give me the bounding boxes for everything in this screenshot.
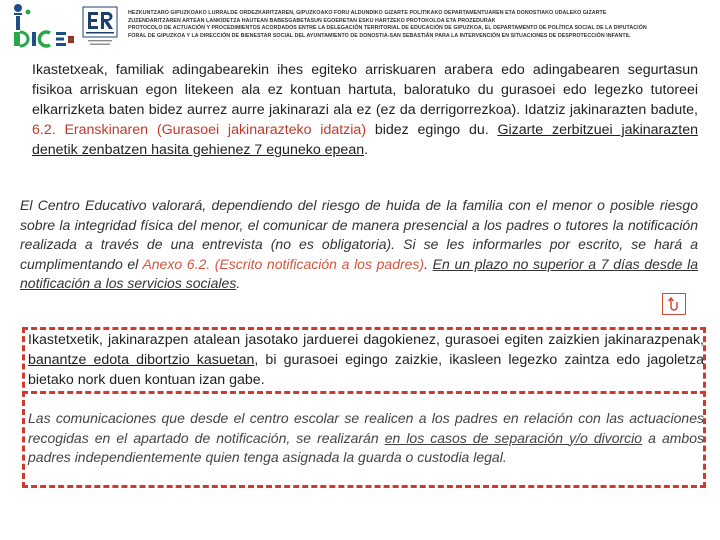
- paragraph-text: .: [364, 142, 369, 158]
- paragraph-text: , bi gurasoei egingo zaizkie, ikasleen legezko zaintza edo jagoletza bietako nork duen kontuan izan gabe.: [28, 352, 704, 388]
- paragraph-text: Ikastetxetik, jakinarazpen atalean jasotako jarduerei dagokienez, gurasoei egiten zaizkien jakinarazpenak,: [28, 332, 704, 348]
- deadline-underlined-text: En un plazo no superior a 7 días desde la notificación a los servicios sociales: [20, 255, 699, 291]
- deadline-underlined-text: Gizarte zerbitzuei jakinarazten denetik zenbatzen hasita gehienez 7 eguneko epean: [32, 122, 698, 158]
- header-line: ZUZENDARITZAREN ARTEAN LANKIDETZA HAUTEAN BABESGABETASUN EGOERETAN ESKU HARTZEKO PROTOKOLOA ETA PROZEDURAK: [128, 17, 496, 24]
- header-line: FORAL DE GIPUZKOA Y LA DIRECCIÓN DE BIENESTAR SOCIAL DEL AYUNTAMIENTO DE DONOSTIA-SAN SEBASTIÁN PARA LA INTERVENCIÓN EN SITUACIONES DE DESPROTECCIÓN INFANTIL: [128, 32, 631, 39]
- header-line: PROTOCOLO DE ACTUACIÓN Y PROCEDIMIENTOS ACORDADOS ENTRE LA DELEGACIÓN TERRITORIAL DE EDUCACIÓN DE GIPUZKOA, EL DEPARTAMENTO DE POLÍTICA SOCIAL DE LA DIPUTACIÓN: [128, 25, 647, 32]
- paragraph-text: Las comunicaciones que desde el centro escolar se realicen a los padres en relación con las actuaciones recogidas en el apartado de notificación, se realizarán: [28, 410, 704, 446]
- divorce-underlined-text: banantze edota dibortzio kasuetan: [28, 352, 255, 368]
- paragraph-spanish-divorce: [28, 409, 704, 468]
- divorce-underlined-text: en los casos de separación y/o divorcio: [384, 429, 643, 446]
- header-title-block: [128, 10, 716, 40]
- paragraph-text: .: [502, 449, 507, 465]
- paragraph-basque-notification: [32, 60, 698, 160]
- er-logo: [82, 6, 118, 48]
- return-button[interactable]: [662, 293, 686, 315]
- paragraph-text: .: [424, 255, 433, 272]
- paragraph-basque-divorce: [28, 330, 704, 390]
- annex-link[interactable]: Anexo 6.2. (Escrito notificación a los padres): [142, 255, 425, 272]
- annex-link[interactable]: 6.2. Eranskinaren (Gurasoei jakinarazteko idatzia): [32, 122, 367, 138]
- dashed-divider: [22, 391, 706, 394]
- diece-logo: [4, 2, 76, 48]
- paragraph-text: bidez egingo du.: [366, 122, 498, 138]
- paragraph-spanish-notification: [20, 196, 698, 294]
- document-header: [0, 0, 720, 52]
- paragraph-text: El Centro Educativo valorará, dependiendo del riesgo de huida de la familia con el menor o posible riesgo sobre la integridad física del menor, el comunicar de manera presencial a los padres o tutores la notificación realizada a través de una entrevista (no es obligatoria). Si se les informarles por escrito, se hará a cumplimentando el: [20, 197, 698, 272]
- paragraph-text: Ikastetxeak, familiak adingabearekin ihes egiteko arriskuaren arabera edo adingabearen segurtasun fisikoa arriskuan egon litekeen ala ez kontuan hartuta, baloratuko du gurasoei edo legezko tutoreei elkarrizketa baten bidez aurrez aurre jakinarazi ala ez (ez da derrigorrezkoa). Idatziz jakinarazten badute,: [32, 62, 698, 118]
- header-line: HEZKUNTZARO GIPUZKOAKO LURRALDE ORDEZKARITZAREN, GIPUZKOAKO FORU ALDUNDIKO GIZARTE POLITIKAKO DEPARTAMENTUAREN ETA DONOSTIAKO UDALEKO GIZARTE: [128, 10, 607, 16]
- return-arrow-icon: [666, 296, 682, 312]
- paragraph-text: a ambos padres independientemente quien tenga asignada la guarda o custodia legal: [28, 429, 705, 465]
- paragraph-text: .: [236, 275, 241, 291]
